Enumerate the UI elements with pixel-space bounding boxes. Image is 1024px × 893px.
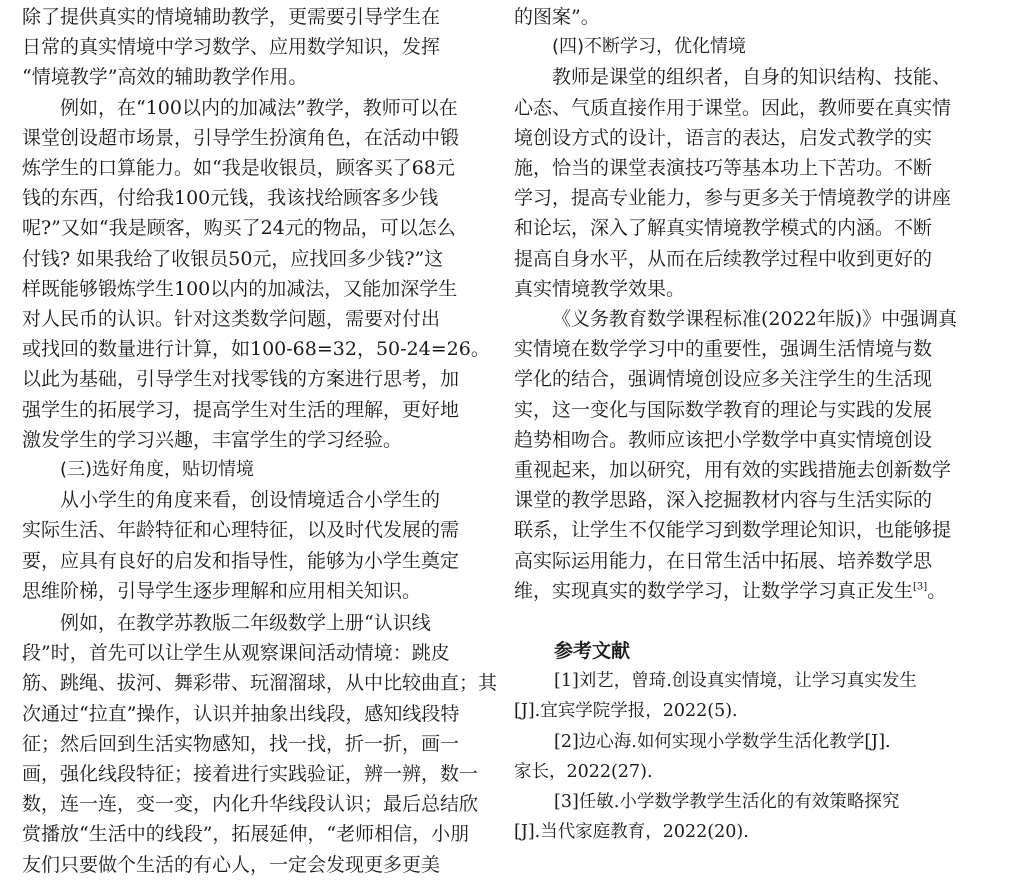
text-line: 画，强化线段特征；接着进行实践验证，辨一辨，数一 [22,763,479,786]
text-line: 高实际运用能力，在日常生活中拓展、培养数学思 [514,549,933,572]
text-line: 重视起来，加以研究，用有效的实践措施去创新数学 [514,459,952,482]
text-line: 课堂的教学思路，深入挖掘教材内容与生活实际的 [514,489,933,512]
paragraph-1 [22,2,480,93]
text-line: 付钱? 如果我给了收银员50元，应找回多少钱?”这 [22,247,444,270]
text-line: 对人民币的认识。针对这类数学问题，需要对付出 [22,308,441,331]
text-line: “情境教学”高效的辅助教学作用。 [22,66,308,89]
references-title: 参考文献 [554,640,631,663]
reference-3-line-1: [3]任敏.小学数学教学生活化的有效策略探究 [554,792,900,813]
text-line: 赏播放“生活中的线段”，拓展延伸，“老师相信，小朋 [22,823,470,846]
text-line: 真实情境教学效果。 [514,277,686,300]
text-line: 例如，在教学苏教版二年级数学上册“认识线 [60,612,431,635]
text-line: 呢?”又如“我是顾客，购买了24元的物品，可以怎么 [22,217,456,240]
text-line: 实际生活、年龄特征和心理特征，以及时代发展的需 [22,519,460,542]
paragraph-6-last-line [514,576,972,606]
reference-2-line-1: [2]边心海.如何实现小学数学生活化教学[J]. [554,731,891,752]
text-line: 实情境在数学学习中的重要性，强调生活情境与数 [514,338,933,361]
text-line: 例如，在“100以内的加减法”教学，教师可以在 [60,96,458,119]
paragraph-6 [514,304,972,576]
paragraph-3 [22,485,480,606]
text-line: 样既能够锻炼学生100以内的加减法，又能加深学生 [22,277,458,300]
text-line: 筋、跳绳、拔河、舞彩带、玩溜溜球，从中比较曲直；其 [22,672,498,695]
text-line: 要，应具有良好的启发和指导性，能够为小学生奠定 [22,549,460,572]
text-line: 施，恰当的课堂表演技巧等基本功上下苦功。不断 [514,157,933,180]
paragraph-continuation [514,2,972,32]
text-line: 《义务教育数学课程标准(2022年版)》中强调真 [552,308,958,331]
text-line: 日常的真实情境中学习数学、应用数学知识，发挥 [22,36,441,59]
paragraph-6-end: 。 [927,579,947,602]
reference-1-line-1: [1]刘艺，曾琦.创设真实情境，让学习真实发生 [554,671,917,692]
text-line: 强学生的拓展学习，提高学生对生活的理解，更好地 [22,398,460,421]
text-line: 炼学生的口算能力。如“我是收银员，顾客买了68元 [22,157,455,180]
left-column [22,0,498,880]
paragraph-2 [22,93,490,455]
paragraph-5 [514,62,972,304]
reference-1-line-2: [J].宜宾学院学报，2022(5). [514,701,738,722]
reference-1 [514,666,972,726]
text-line: 次通过“拉直”操作，认识并抽象出线段，感知线段特 [22,702,460,725]
text-line: 境创设方式的设计，语言的表达，启发式教学的实 [514,126,933,149]
reference-3-line-2: [J].当代家庭教育，2022(20). [514,822,749,843]
text-line: 联系，让学生不仅能学习到数学理论知识，也能够提 [514,519,952,542]
paragraph-6-last-text: 维，实现真实的数学学习，让数学学习真正发生 [514,579,914,602]
text-line: 激发学生的学习兴趣，丰富学生的学习经验。 [22,428,403,451]
text-line: 数，连一连，变一变，内化升华线段认识；最后总结欣 [22,793,479,816]
reference-2 [514,727,972,787]
text-line: 友们只要做个生活的有心人，一定会发现更多更美 [22,853,441,876]
text-line: 实，这一变化与国际数学教育的理论与实践的发展 [514,398,933,421]
text-line: 提高自身水平，从而在后续教学过程中收到更好的 [514,247,933,270]
text-line: 趋势相吻合。教师应该把小学数学中真实情境创设 [514,428,933,451]
right-column [514,0,972,847]
text-line: 的图案”。 [514,6,600,28]
text-line: 或找回的数量进行计算，如100-68=32，50-24=26。 [22,338,490,361]
text-line: 征；然后回到生活实物感知，找一找，折一折，画一 [22,732,460,755]
text-line: 学化的结合，强调情境创设应多关注学生的生活现 [514,368,933,391]
text-line: 和论坛，深入了解真实情境教学模式的内涵。不断 [514,217,933,240]
paragraph-4 [22,608,498,880]
reference-3 [514,787,972,847]
text-line: 思维阶梯，引导学生逐步理解和应用相关知识。 [22,579,422,602]
text-line: 钱的东西，付给我100元钱，我该找给顾客多少钱 [22,187,439,210]
text-line: 心态、气质直接作用于课堂。因此，教师要在真实情 [514,96,952,119]
text-line: 学习，提高专业能力，参与更多关于情境教学的讲座 [514,187,952,210]
text-line: 从小学生的角度来看，创设情境适合小学生的 [60,489,441,512]
text-line: 教师是课堂的组织者，自身的知识结构、技能、 [552,66,952,89]
text-line: 以此为基础，引导学生对找零钱的方案进行思考，加 [22,368,460,391]
text-line: 段”时，首先可以让学生从观察课间活动情境：跳皮 [22,642,450,665]
reference-2-line-2: 家长，2022(27). [514,761,653,782]
citation-mark: [3] [913,581,928,593]
text-line: 除了提供真实的情境辅助教学，更需要引导学生在 [22,6,441,28]
text-line: 课堂创设超市场景，引导学生扮演角色，在活动中锻 [22,126,460,149]
section-heading-4: (四)不断学习，优化情境 [552,36,747,58]
section-heading-3: (三)选好角度，贴切情境 [60,459,255,481]
